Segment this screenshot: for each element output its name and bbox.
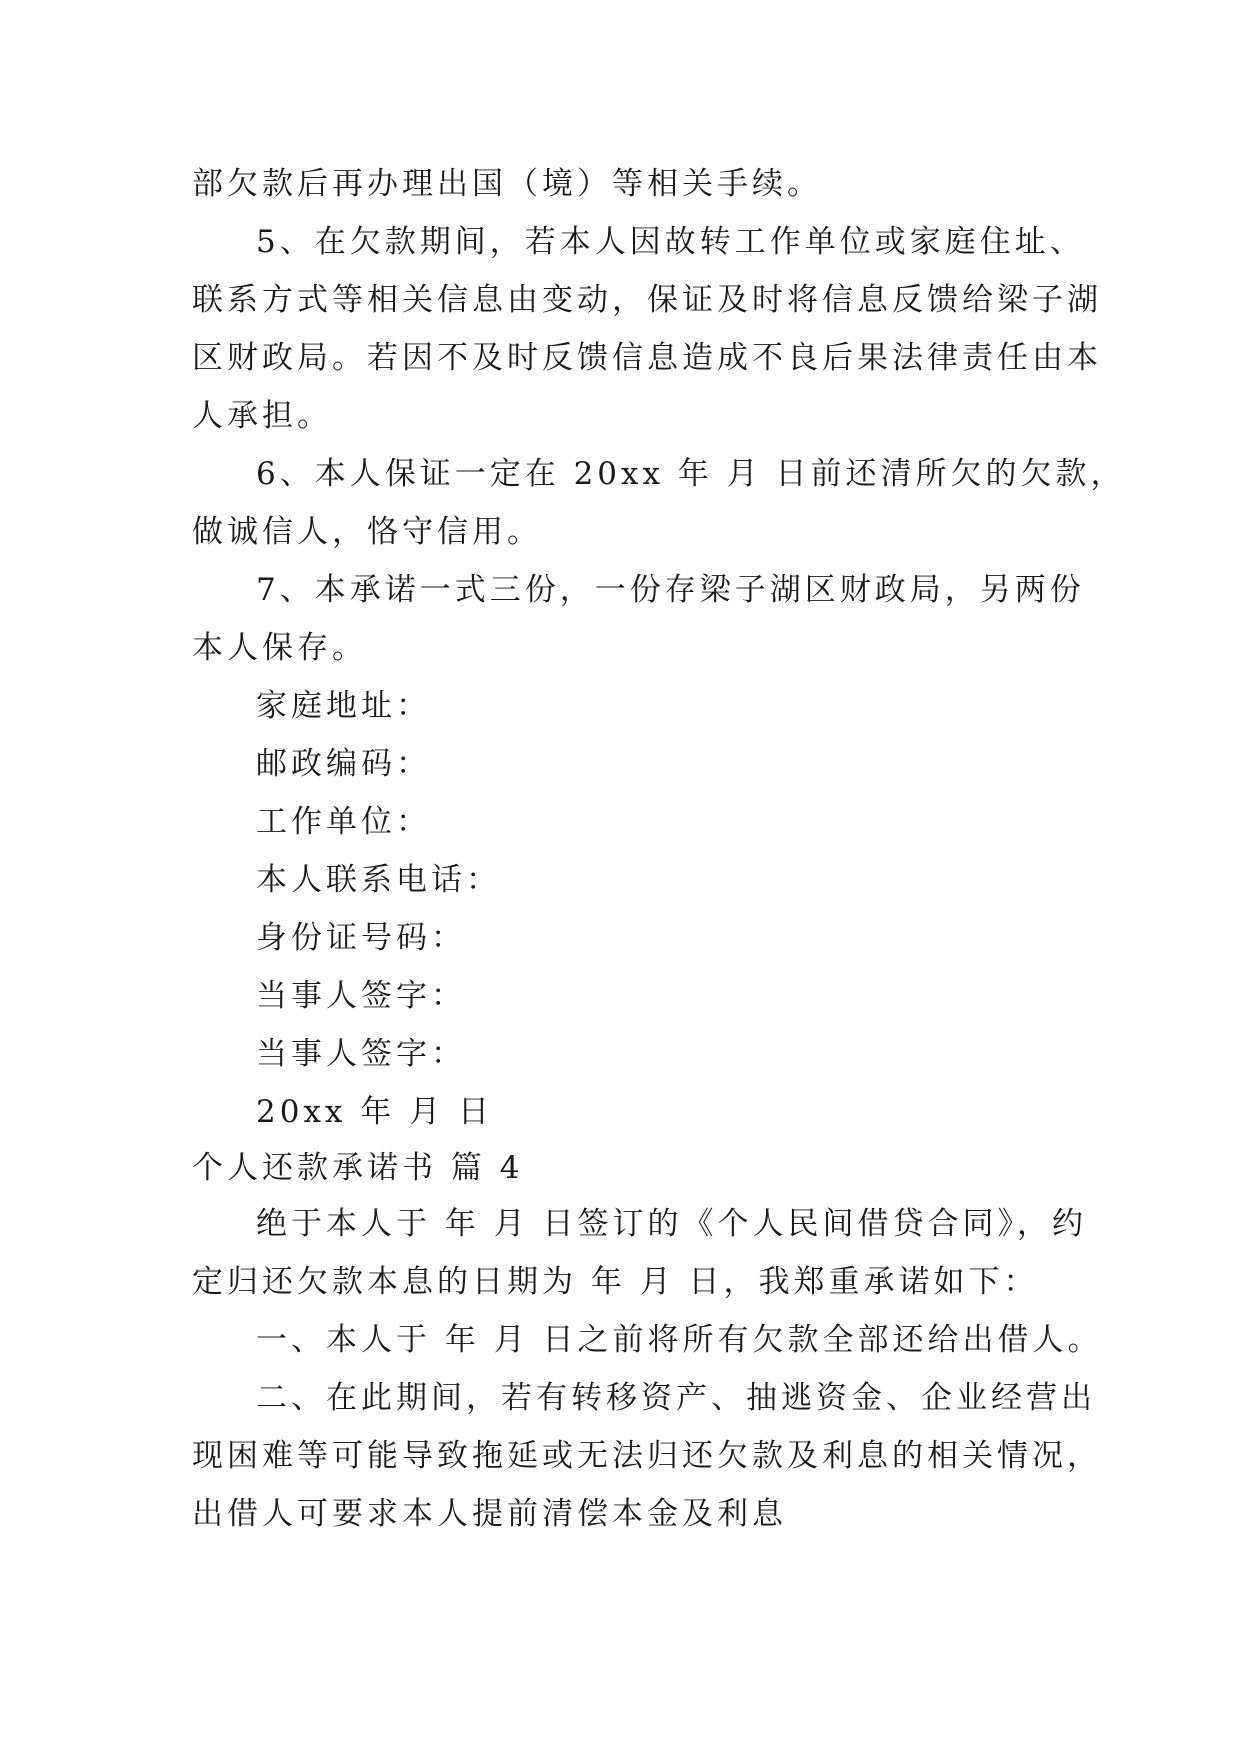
paragraph-line: 本人保存。 bbox=[192, 630, 367, 666]
paragraph-line: 5、在欠款期间，若本人因故转工作单位或家庭住址、 bbox=[256, 224, 1085, 260]
form-field-employer: 工作单位： bbox=[256, 804, 431, 840]
form-field-id-number: 身份证号码： bbox=[256, 920, 466, 956]
paragraph-line: 绝于本人于 年 月 日签订的《个人民间借贷合同》，约 bbox=[256, 1206, 1088, 1242]
paragraph-line: 二、在此期间，若有转移资产、抽逃资金、企业经营出 bbox=[256, 1380, 1096, 1416]
form-field-phone: 本人联系电话： bbox=[256, 862, 501, 898]
paragraph-line: 7、本承诺一式三份，一份存梁子湖区财政局，另两份 bbox=[256, 572, 1085, 608]
form-field-postal-code: 邮政编码： bbox=[256, 746, 431, 782]
paragraph-line: 部欠款后再办理出国（境）等相关手续。 bbox=[192, 166, 822, 202]
paragraph-line: 现困难等可能导致拖延或无法归还欠款及利息的相关情况， bbox=[192, 1438, 1102, 1474]
paragraph-line: 做诚信人，恪守信用。 bbox=[192, 514, 542, 550]
section-heading: 个人还款承诺书 篇 4 bbox=[192, 1150, 524, 1186]
form-field-signature: 当事人签字： bbox=[256, 1036, 466, 1072]
form-field-signature: 当事人签字： bbox=[256, 978, 466, 1014]
paragraph-line: 人承担。 bbox=[192, 398, 332, 434]
paragraph-line: 区财政局。若因不及时反馈信息造成不良后果法律责任由本 bbox=[192, 340, 1102, 376]
date-line: 20xx 年 月 日 bbox=[256, 1094, 493, 1130]
document-body bbox=[192, 155, 1126, 1543]
form-field-home-address: 家庭地址： bbox=[256, 688, 431, 724]
paragraph-line: 6、本人保证一定在 20xx 年 月 日前还清所欠的欠款， bbox=[256, 456, 1126, 492]
paragraph-line: 出借人可要求本人提前清偿本金及利息 bbox=[192, 1496, 787, 1532]
paragraph-line: 联系方式等相关信息由变动，保证及时将信息反馈给梁子湖 bbox=[192, 282, 1102, 318]
paragraph-line: 定归还欠款本息的日期为 年 月 日，我郑重承诺如下： bbox=[192, 1264, 1039, 1300]
paragraph-line: 一、本人于 年 月 日之前将所有欠款全部还给出借人。 bbox=[256, 1322, 1103, 1358]
